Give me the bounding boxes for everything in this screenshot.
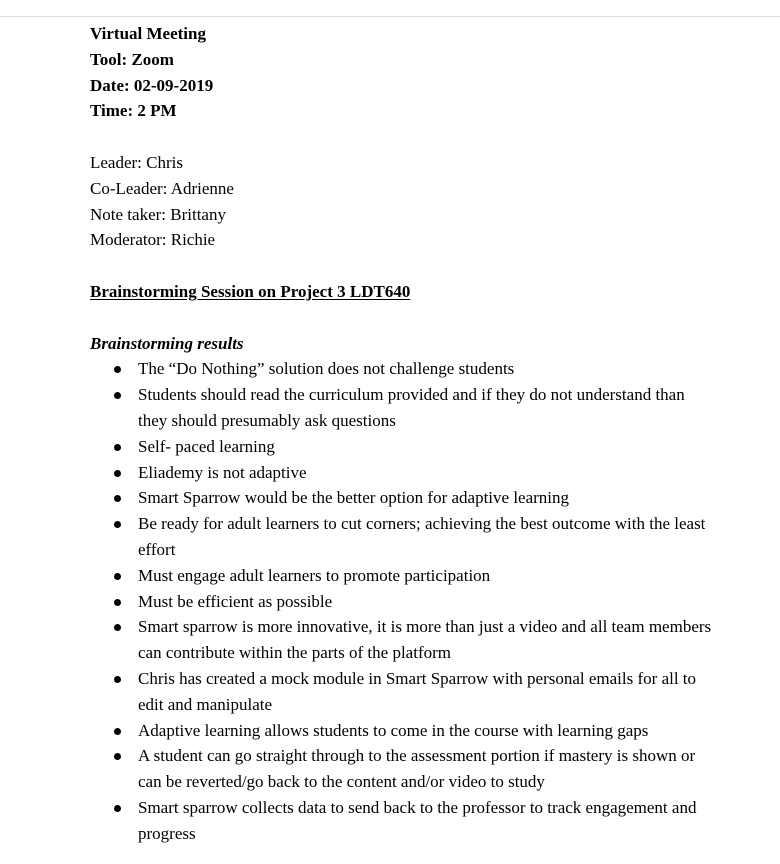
bullet-icon [114, 444, 121, 451]
bullet-icon [114, 676, 121, 683]
list-item-text: Be ready for adult learners to cut corners; achieving the best outcome with the least effort [138, 514, 706, 559]
list-item-text: Self- paced learning [138, 436, 275, 456]
role-leader: Leader: Chris [90, 152, 183, 172]
results-list [90, 356, 730, 846]
list-item [90, 589, 713, 615]
document-body [90, 21, 730, 847]
list-item-text: Smart sparrow collects data to send back to the professor to track engagement and progress [138, 797, 697, 843]
spacer [90, 253, 730, 279]
meeting-date: Date: 02-09-2019 [90, 75, 214, 95]
meeting-time: Time: 2 PM [90, 101, 177, 121]
list-item [90, 511, 713, 563]
list-item [90, 460, 713, 486]
list-item [90, 563, 713, 589]
bullet-icon [114, 753, 121, 760]
list-item-text: The “Do Nothing” solution does not challenge students [138, 359, 515, 379]
bullet-icon [114, 805, 121, 812]
session-title: Brainstorming Session on Project 3 LDT640 [90, 281, 411, 301]
list-item [90, 356, 713, 382]
list-item [90, 718, 713, 744]
list-item-text: Must engage adult learners to promote participation [138, 565, 491, 585]
spacer [90, 124, 730, 150]
bullet-icon [114, 728, 121, 735]
bullet-icon [114, 366, 121, 373]
bullet-icon [114, 470, 121, 477]
meeting-tool: Tool: Zoom [90, 49, 174, 69]
list-item [90, 795, 713, 847]
page-top-divider [0, 16, 780, 17]
list-item [90, 434, 713, 460]
list-item [90, 666, 713, 718]
bullet-icon [114, 392, 121, 399]
list-item-text: A student can go straight through to the assessment portion if mastery is shown or can be reverted/go back to the content and/or video to study [138, 746, 696, 792]
meeting-type: Virtual Meeting [90, 24, 206, 43]
list-item [90, 382, 713, 434]
list-item-text: Adaptive learning allows students to come in the course with learning gaps [138, 720, 649, 740]
role-co-leader: Co-Leader: Adrienne [90, 178, 234, 198]
role-note-taker: Note taker: Brittany [90, 204, 226, 224]
list-item-text: Chris has created a mock module in Smart Sparrow with personal emails for all to edit and manipulate [138, 668, 697, 714]
results-heading: Brainstorming results [90, 333, 244, 353]
list-item-text: Smart Sparrow would be the better option for adaptive learning [138, 488, 570, 508]
list-item [90, 743, 713, 795]
bullet-icon [114, 624, 121, 631]
spacer [90, 305, 730, 331]
list-item-text: Students should read the curriculum provided and if they do not understand than they should presumably ask questions [138, 385, 685, 430]
list-item [90, 614, 713, 666]
bullet-icon [114, 573, 121, 580]
list-item-text: Eliademy is not adaptive [138, 462, 307, 482]
list-item-text: Must be efficient as possible [138, 591, 333, 611]
list-item [90, 485, 713, 511]
bullet-icon [114, 495, 121, 502]
bullet-icon [114, 599, 121, 606]
bullet-icon [114, 521, 121, 528]
role-moderator: Moderator: Richie [90, 230, 216, 250]
list-item-text: Smart sparrow is more innovative, it is more than just a video and all team members can contribute within the parts of the platform [138, 617, 712, 663]
